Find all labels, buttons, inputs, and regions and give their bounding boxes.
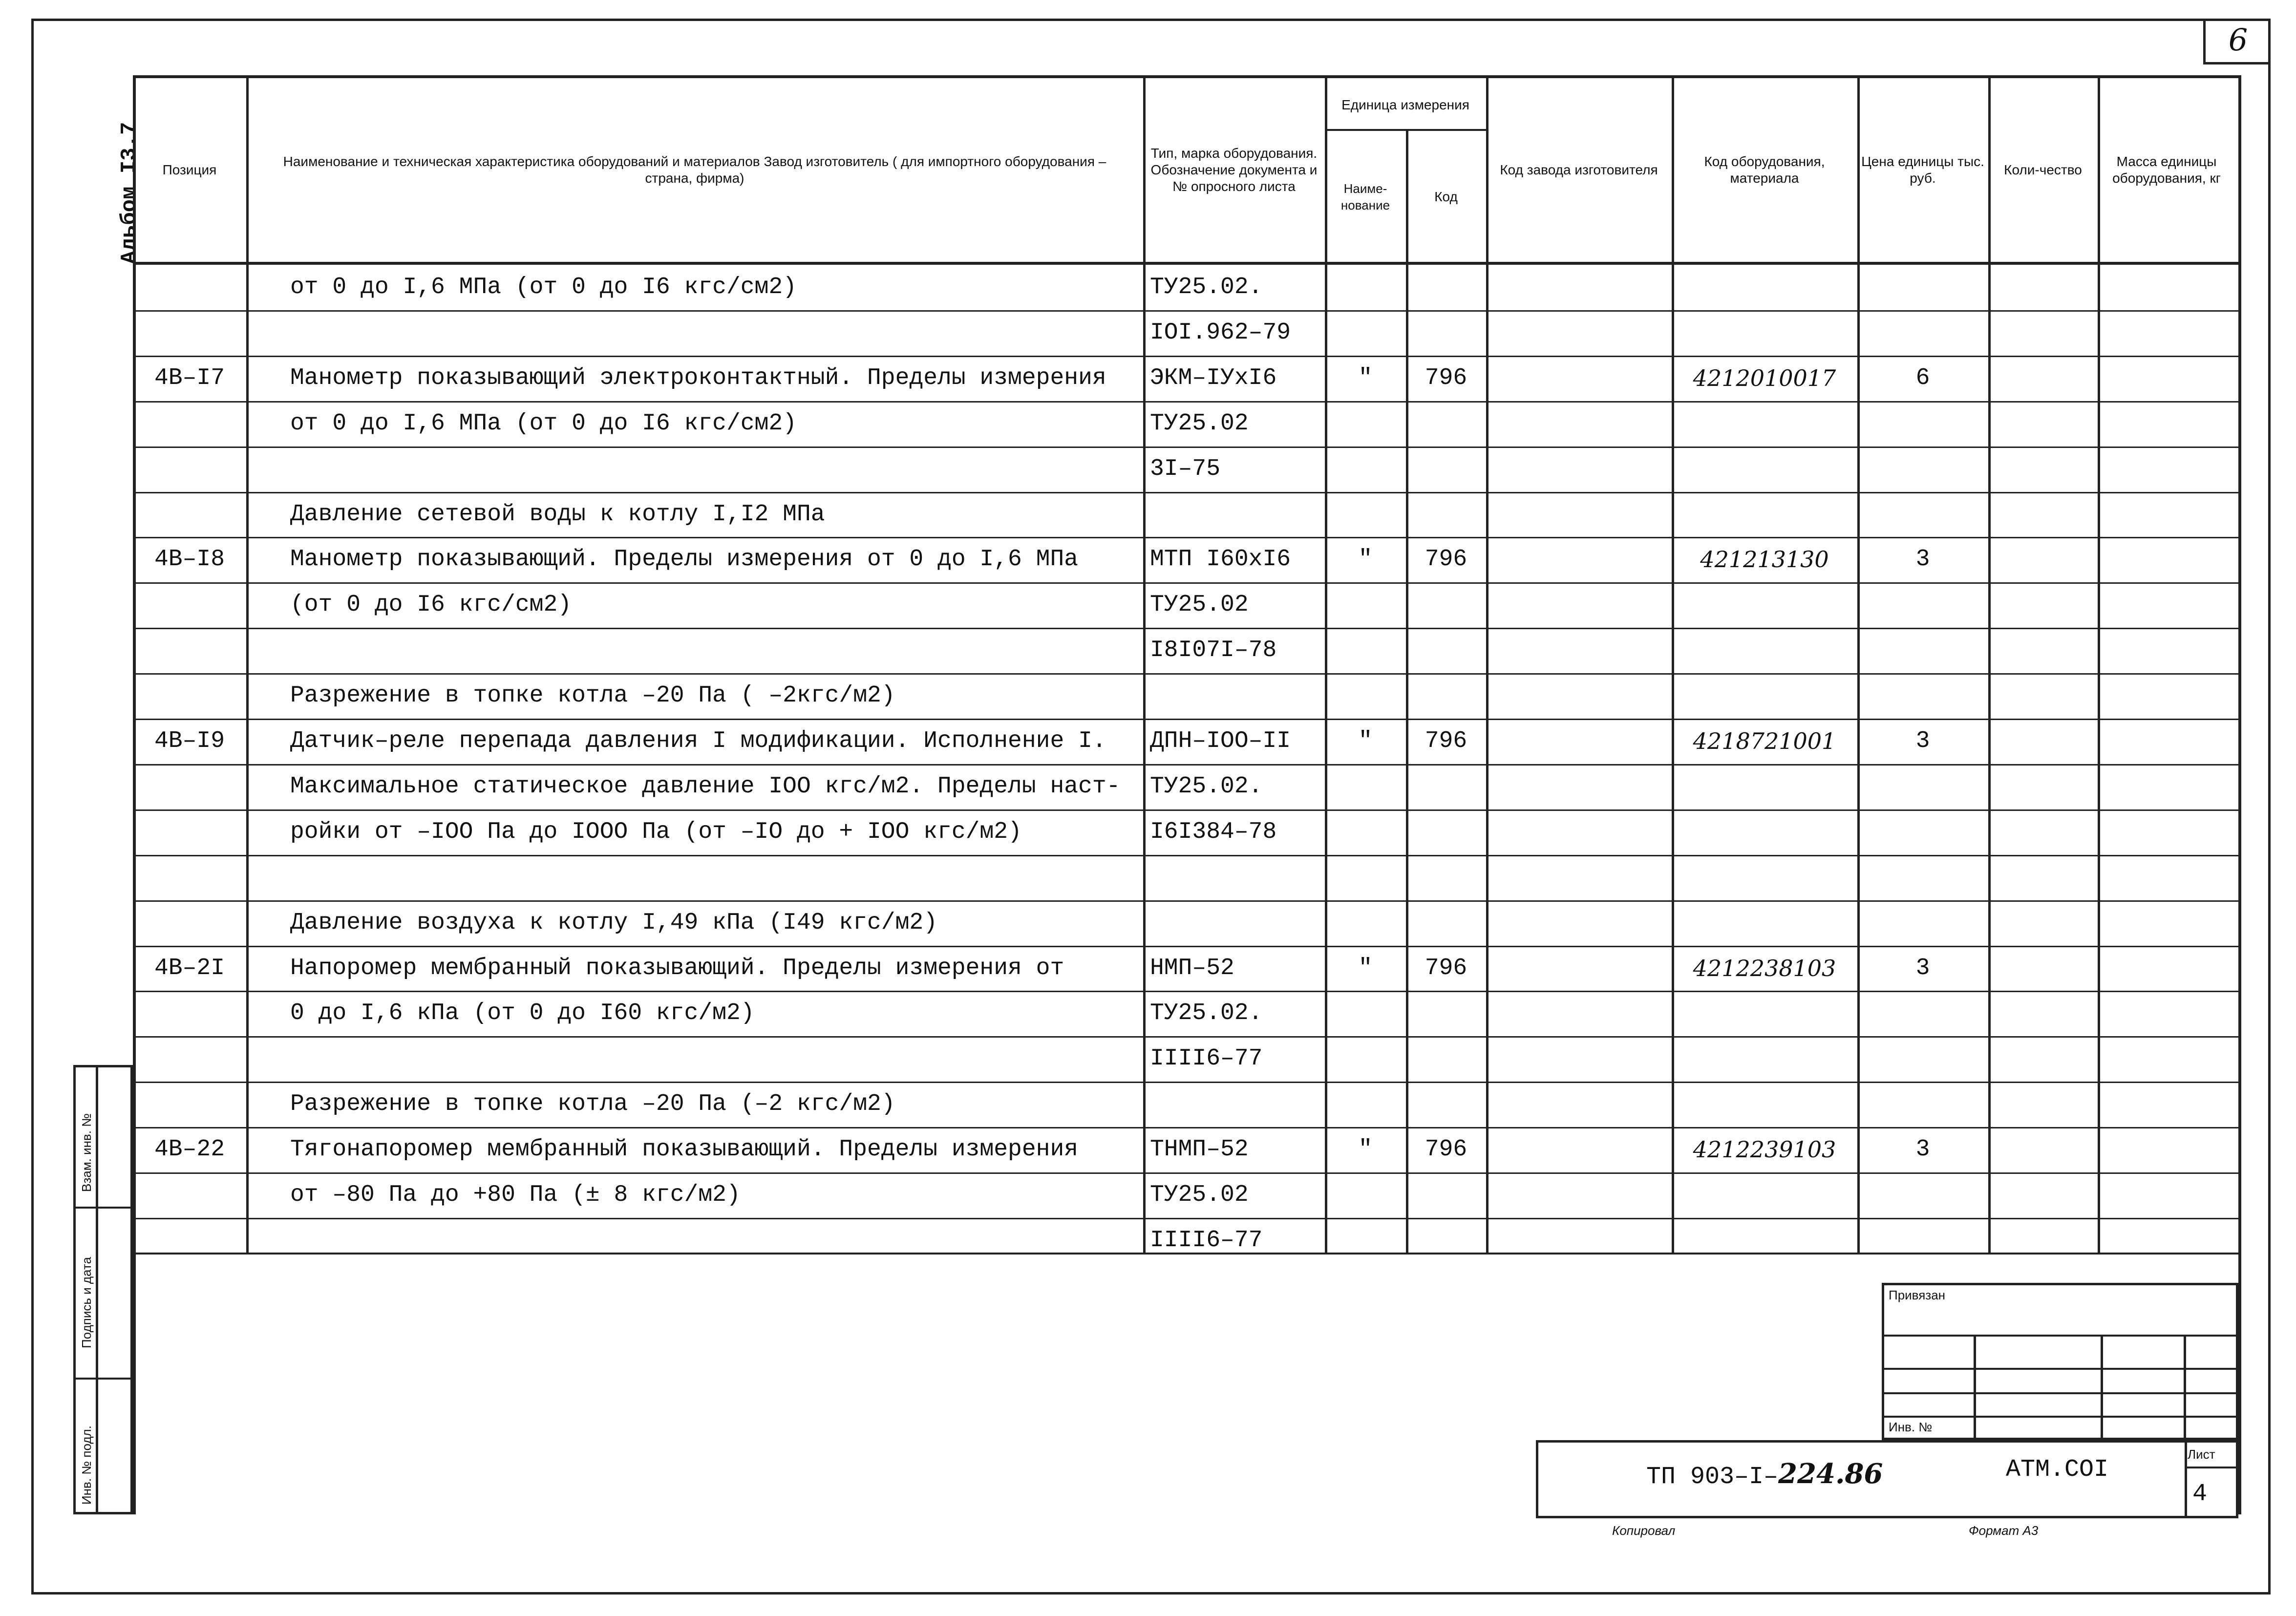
table-cell-qty: 3 <box>1915 955 1930 981</box>
table-cell-qty <box>1857 628 1988 673</box>
table-cell-qty <box>1857 1218 1988 1263</box>
table-cell-unit <box>1325 900 1406 945</box>
table-cell-pos: 4В–I8 <box>154 546 225 573</box>
header-unit: Единица измерения <box>1341 97 1469 112</box>
table-cell-qty: 3 <box>1915 728 1930 754</box>
col-line <box>246 75 249 1253</box>
side-divider <box>73 1378 133 1380</box>
table-cell-equip <box>1672 447 1857 491</box>
table-cell-equip: 4212239103 <box>1693 1136 1836 1163</box>
table-cell-pos <box>133 1082 246 1127</box>
table-cell-pos <box>133 582 246 627</box>
table-cell-pos: 4В–I9 <box>154 728 225 754</box>
table-cell-name: Напоромер мембранный показывающий. Пределы измерения от <box>290 955 1064 981</box>
bound-label: Привязан <box>1889 1288 1946 1302</box>
table-cell-name: Давление сетевой воды к котлу I,I2 МПа <box>290 501 825 528</box>
header-plant-code: Код завода изготовителя <box>1500 162 1658 177</box>
table-cell-equip: 4212238103 <box>1693 955 1836 981</box>
table-cell-name <box>290 628 1143 673</box>
table-cell-pos <box>133 492 246 537</box>
table-cell-name <box>290 1218 1143 1263</box>
table-cell-pos <box>133 401 246 446</box>
table-cell-name <box>290 310 1143 355</box>
table-cell-pos <box>133 265 246 310</box>
table-cell-unit <box>1325 492 1406 537</box>
table-cell-qty <box>1857 855 1988 900</box>
table-cell-equip: 4212010017 <box>1693 365 1836 391</box>
table-cell-code <box>1406 265 1486 310</box>
table-cell-equip <box>1672 582 1857 627</box>
table-cell-unit <box>1325 265 1406 310</box>
table-cell-name: Давление воздуха к котлу I,49 кПа (I49 кгс/м2) <box>290 910 938 936</box>
table-cell-name: Манометр показывающий. Пределы измерения от 0 до I,6 МПа <box>290 546 1079 573</box>
col-line <box>1988 75 1991 1253</box>
table-cell-type: ТУ25.02. <box>1150 274 1263 300</box>
table-cell-qty <box>1857 1036 1988 1081</box>
sheet-number-corner: 6 <box>2203 19 2271 64</box>
table-cell-type <box>1150 673 1325 718</box>
table-cell-type: ЭКМ–IУхI6 <box>1150 365 1277 391</box>
table-cell-code <box>1406 1218 1486 1263</box>
table-cell-type: 3I–75 <box>1150 456 1221 482</box>
table-cell-equip <box>1672 764 1857 809</box>
table-cell-qty: 3 <box>1915 1136 1930 1163</box>
table-cell-unit <box>1325 310 1406 355</box>
title-block-divider <box>2185 1440 2187 1518</box>
table-cell-code <box>1406 582 1486 627</box>
table-cell-pos: 4В–2I <box>154 955 225 981</box>
table-cell-code <box>1406 447 1486 491</box>
side-stamp-replace: Взам. инв. № <box>79 1113 94 1192</box>
table-cell-code <box>1406 628 1486 673</box>
table-cell-qty <box>1857 492 1988 537</box>
title-block <box>1536 1440 2238 1518</box>
table-cell-code <box>1406 1036 1486 1081</box>
table-cell-pos <box>133 1172 246 1217</box>
table-cell-type: ТНМП–52 <box>1150 1136 1249 1163</box>
sheet-value: 4 <box>2192 1480 2208 1508</box>
table-cell-qty <box>1857 310 1988 355</box>
table-header <box>133 75 2241 265</box>
table-cell-equip <box>1672 1036 1857 1081</box>
table-cell-pos <box>133 310 246 355</box>
table-cell-unit: " <box>1358 728 1373 754</box>
table-cell-code: 796 <box>1424 365 1467 391</box>
table-cell-unit <box>1325 628 1406 673</box>
table-cell-pos: 4В–I7 <box>154 365 225 391</box>
table-cell-qty <box>1857 673 1988 718</box>
table-cell-pos <box>133 628 246 673</box>
table-cell-type <box>1150 855 1325 900</box>
header-unit-name: Наиме-нование <box>1340 181 1390 213</box>
table-cell-pos <box>133 900 246 945</box>
table-cell-pos: 4В–22 <box>154 1136 225 1163</box>
table-cell-code: 796 <box>1424 728 1467 754</box>
table-cell-code <box>1406 401 1486 446</box>
table-cell-code <box>1406 492 1486 537</box>
table-cell-code <box>1406 991 1486 1036</box>
header-mass: Масса единицы оборудования, кг <box>2112 154 2221 186</box>
table-cell-type: ТУ25.02 <box>1150 592 1249 618</box>
side-divider <box>73 1207 133 1209</box>
table-cell-unit <box>1325 764 1406 809</box>
table-cell-name: Разрежение в топке котла –20 Па ( –2кгс/м2) <box>290 682 895 709</box>
table-cell-type <box>1150 492 1325 537</box>
side-stamp-sign: Подпись и дата <box>79 1256 94 1348</box>
table-cell-unit <box>1325 991 1406 1036</box>
table-cell-unit <box>1325 401 1406 446</box>
table-cell-pos <box>133 1218 246 1263</box>
table-cell-code <box>1406 809 1486 854</box>
table-cell-qty <box>1857 809 1988 854</box>
table-cell-name: от 0 до I,6 МПа (от 0 до I6 кгс/см2) <box>290 410 797 437</box>
inv-label: Инв. № <box>1889 1420 1933 1434</box>
table-cell-qty: 6 <box>1915 365 1930 391</box>
table-cell-pos <box>133 809 246 854</box>
table-cell-type: ТУ25.02 <box>1150 1182 1249 1208</box>
table-cell-pos <box>133 1036 246 1081</box>
table-cell-name: от –80 Па до +80 Па (± 8 кгс/м2) <box>290 1182 741 1208</box>
table-cell-type: I8I07I–78 <box>1150 637 1277 663</box>
table-cell-qty <box>1857 764 1988 809</box>
table-cell-name: Тягонапоромер мембранный показывающий. Пределы измерения <box>290 1136 1079 1163</box>
table-cell-pos <box>133 673 246 718</box>
header-position: Позиция <box>162 162 217 177</box>
table-cell-pos <box>133 764 246 809</box>
table-cell-code <box>1406 1172 1486 1217</box>
table-cell-type: IIII6–77 <box>1150 1227 1263 1254</box>
table-cell-unit <box>1325 673 1406 718</box>
sheet-label: Лист <box>2188 1447 2215 1462</box>
table-cell-equip <box>1672 1082 1857 1127</box>
table-cell-unit <box>1325 447 1406 491</box>
table-cell-equip <box>1672 855 1857 900</box>
table-cell-type: МТП I60хI6 <box>1150 546 1291 573</box>
table-cell-unit <box>1325 1082 1406 1127</box>
album-label: Альбом I3.7 <box>117 122 142 264</box>
table-cell-equip: 421213130 <box>1700 546 1829 573</box>
table-cell-code: 796 <box>1424 546 1467 573</box>
table-cell-unit <box>1325 1036 1406 1081</box>
document-code: АТМ.COI <box>2006 1456 2109 1484</box>
table-cell-name: (от 0 до I6 кгс/см2) <box>290 592 572 618</box>
header-quantity: Коли-чество <box>2004 162 2082 177</box>
table-cell-name: Разрежение в топке котла –20 Па (–2 кгс/м2) <box>290 1091 895 1117</box>
table-cell-equip: 4218721001 <box>1693 728 1836 754</box>
table-cell-code <box>1406 900 1486 945</box>
bound-col <box>1974 1335 1976 1440</box>
table-cell-type: ТУ25.02. <box>1150 773 1263 800</box>
table-cell-qty <box>1857 401 1988 446</box>
header-unit-code: Код <box>1434 189 1458 204</box>
table-cell-type <box>1150 1082 1325 1127</box>
table-cell-equip <box>1672 492 1857 537</box>
table-cell-code <box>1406 673 1486 718</box>
side-divider <box>96 1065 98 1514</box>
table-cell-qty: 3 <box>1915 546 1930 573</box>
header-name: Наименование и техническая характеристика оборудований и материалов Завод изготовитель ( для импортного оборудования – страна, фирма) <box>283 154 1106 186</box>
table-cell-unit: " <box>1358 546 1373 573</box>
bound-col <box>2184 1335 2186 1440</box>
header-equipment-code: Код оборудования, материала <box>1704 154 1825 186</box>
table-cell-unit: " <box>1358 955 1373 981</box>
table-cell-name <box>290 855 1143 900</box>
table-cell-type: ТУ25.02 <box>1150 410 1249 437</box>
copied-label: Копировал <box>1612 1523 1676 1538</box>
table-cell-name: Максимальное статическое давление IOO кгс/м2. Пределы наст- <box>290 773 1121 800</box>
format-label: Формат А3 <box>1969 1523 2039 1538</box>
table-cell-equip <box>1672 401 1857 446</box>
side-stamp-inv: Инв. № подл. <box>79 1425 94 1505</box>
table-cell-code <box>1406 764 1486 809</box>
table-cell-qty <box>1857 582 1988 627</box>
col-line <box>2098 75 2100 1253</box>
table-cell-equip <box>1672 809 1857 854</box>
table-cell-unit: " <box>1358 1136 1373 1163</box>
table-cell-name: ройки от –IOO Па до IOOO Па (от –IO до + IOO кгс/м2) <box>290 819 1022 845</box>
table-cell-qty <box>1857 447 1988 491</box>
table-cell-unit <box>1325 582 1406 627</box>
table-cell-equip <box>1672 1172 1857 1217</box>
table-cell-type <box>1150 900 1325 945</box>
table-cell-name <box>290 447 1143 491</box>
table-cell-type: ТУ25.02. <box>1150 1000 1263 1026</box>
table-cell-qty <box>1857 1082 1988 1127</box>
table-cell-type: I6I384–78 <box>1150 819 1277 845</box>
table-cell-name: Манометр показывающий электроконтактный. Пределы измерения <box>290 365 1106 391</box>
header-type: Тип, марка оборудования. Обозначение документа и № опросного листа <box>1150 146 1318 194</box>
table-cell-name: 0 до I,6 кПа (от 0 до I60 кгс/м2) <box>290 1000 755 1026</box>
table-cell-name: Датчик–реле перепада давления I модификации. Исполнение I. <box>290 728 1106 754</box>
table-cell-unit <box>1325 1218 1406 1263</box>
document-number: ТП 903–I–224.86 <box>1646 1458 1883 1491</box>
table-cell-pos <box>133 991 246 1036</box>
header-unit-divider <box>1325 129 1486 131</box>
table-cell-qty <box>1857 1172 1988 1217</box>
col-line <box>1143 75 1146 1253</box>
table-cell-qty <box>1857 900 1988 945</box>
bound-col <box>2101 1335 2103 1440</box>
table-cell-code: 796 <box>1424 1136 1467 1163</box>
table-cell-equip <box>1672 628 1857 673</box>
table-cell-qty <box>1857 265 1988 310</box>
table-cell-equip <box>1672 1218 1857 1263</box>
table-cell-type: НМП–52 <box>1150 955 1234 981</box>
table-cell-name <box>290 1036 1143 1081</box>
header-price: Цена единицы тыс. руб. <box>1861 154 1984 186</box>
table-cell-type: IIII6–77 <box>1150 1045 1263 1072</box>
table-cell-pos <box>133 447 246 491</box>
table-cell-equip <box>1672 900 1857 945</box>
table-cell-unit <box>1325 855 1406 900</box>
col-line <box>1486 75 1488 1253</box>
table-cell-equip <box>1672 265 1857 310</box>
table-cell-code <box>1406 310 1486 355</box>
table-cell-unit: " <box>1358 365 1373 391</box>
table-cell-pos <box>133 855 246 900</box>
title-block-divider <box>2185 1467 2238 1468</box>
table-cell-equip <box>1672 673 1857 718</box>
table-cell-unit <box>1325 1172 1406 1217</box>
table-cell-code: 796 <box>1424 955 1467 981</box>
table-cell-code <box>1406 1082 1486 1127</box>
table-cell-type: IOI.962–79 <box>1150 319 1291 346</box>
table-cell-code <box>1406 855 1486 900</box>
table-cell-type: ДПН–IOO–II <box>1150 728 1291 754</box>
table-cell-name: от 0 до I,6 МПа (от 0 до I6 кгс/см2) <box>290 274 797 300</box>
table-cell-equip <box>1672 310 1857 355</box>
table-cell-equip <box>1672 991 1857 1036</box>
table-cell-unit <box>1325 809 1406 854</box>
table-cell-qty <box>1857 991 1988 1036</box>
